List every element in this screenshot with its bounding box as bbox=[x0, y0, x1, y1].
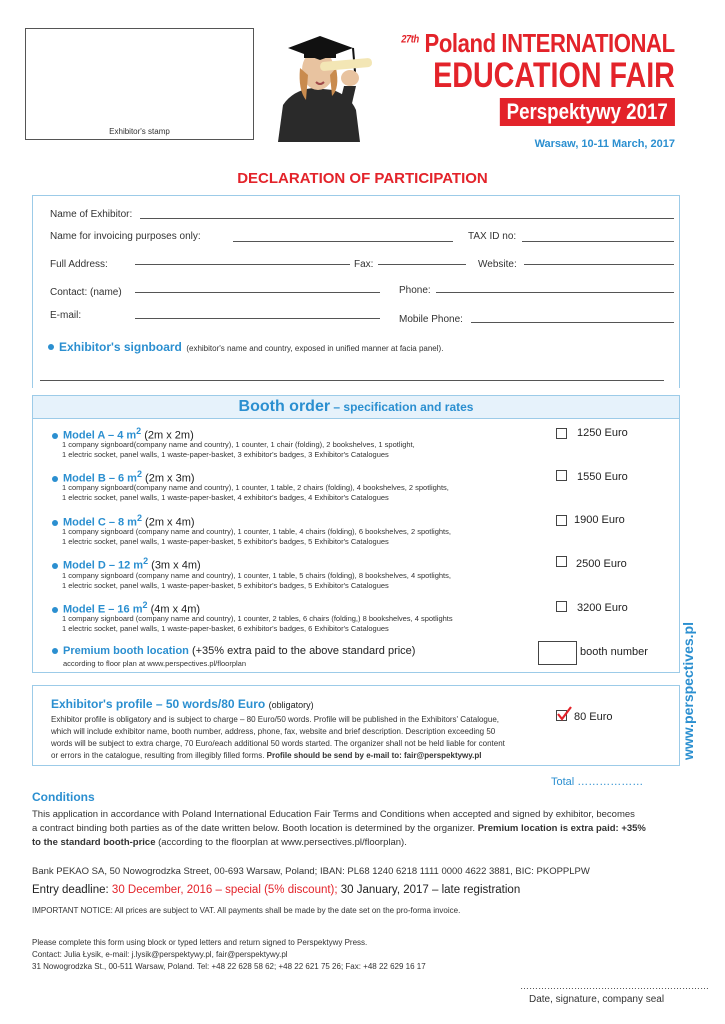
fair-title-line2: EDUCATION FAIR bbox=[433, 56, 675, 95]
model-b-price: 1550 Euro bbox=[577, 471, 628, 483]
bullet-icon bbox=[48, 344, 54, 350]
bullet-icon bbox=[52, 520, 58, 526]
booth-order-title: Booth order bbox=[238, 398, 331, 415]
invoicing-name-field[interactable] bbox=[233, 241, 453, 242]
model-e-price: 3200 Euro bbox=[577, 602, 628, 614]
full-address-label: Full Address: bbox=[50, 259, 108, 270]
footer-contact: Please complete this form using block or typed letters and return signed to Perspektywy Press. Contact: Julia Łysik, e-mail: j.lysik@perspektywy.pl, fair@perspektywy.pl 31 Nowogrodzka St., 00-511 Warsaw, Poland. Tel: +48 22 628 58 62; +48 22 621 75 26; Fax: +48 22 629 16 17 bbox=[32, 938, 426, 971]
model-a-price: 1250 Euro bbox=[577, 427, 628, 439]
model-b-desc: 1 company signboard(company name and country), 1 counter, 1 table, 2 chairs (folding), 4 bookshelves, 2 spotlights, 1 electric socket, panel walls, 1 waste-paper-basket, 4 exhibitor's badges, 4 Exhibitor's Catalogues bbox=[62, 483, 449, 502]
name-of-exhibitor-field[interactable] bbox=[140, 218, 674, 219]
fax-field[interactable] bbox=[378, 264, 466, 265]
fair-title-line1: $^{27th}$ Poland INTERNATIONAL bbox=[401, 28, 675, 58]
mobile-phone-label: Mobile Phone: bbox=[399, 314, 463, 325]
conditions-text: This application in accordance with Poland International Education Fair Terms and Conditions when accepted and signed by exhibitor, becomes a contract binding both parties as of the date written below. Booth location is determined by the organizer. Premium location is extra paid: +35% to the standard booth-price (according to the floorplan at www.persectives.pl/floorplan). bbox=[32, 809, 646, 848]
signature-line[interactable]: ……………………………………………………… bbox=[520, 981, 709, 991]
fair-banner: Perspektywy 2017 bbox=[500, 98, 675, 126]
model-b-checkbox[interactable] bbox=[556, 470, 567, 481]
model-c-price: 1900 Euro bbox=[574, 514, 625, 526]
fair-edition: 27th bbox=[401, 33, 420, 46]
declaration-title: DECLARATION OF PARTICIPATION bbox=[237, 170, 488, 187]
website-label: Website: bbox=[478, 259, 517, 270]
booth-number-field[interactable] bbox=[538, 641, 577, 665]
entry-deadline: Entry deadline: 30 December, 2016 – special (5% discount); 30 January, 2017 – late registration bbox=[32, 884, 521, 896]
mobile-phone-field[interactable] bbox=[471, 322, 674, 323]
bullet-icon bbox=[52, 648, 58, 654]
signboard-field[interactable] bbox=[40, 380, 664, 381]
bullet-icon bbox=[52, 563, 58, 569]
fair-dates: Warsaw, 10-11 March, 2017 bbox=[534, 138, 675, 150]
booth-order-header bbox=[32, 395, 680, 419]
premium-title-row bbox=[52, 645, 415, 657]
model-d-desc: 1 company signboard (company name and country), 1 counter, 1 table, 5 chairs (folding), 8 bookshelves, 4 spotlights, 1 electric socket, panel walls, 1 waste-paper-basket, 5 exhibitor's badges, 5 Exhibitor's Catalogues bbox=[62, 571, 451, 590]
booth-number-label: booth number bbox=[580, 646, 648, 658]
premium-rest: (+35% extra paid to the above standard price) bbox=[188, 645, 416, 657]
model-e-title: Model E – 16 $m^2$ (4m x 4m) bbox=[52, 600, 200, 616]
signboard-title: Exhibitor's signboard bbox=[59, 340, 182, 354]
bullet-icon bbox=[52, 433, 58, 439]
phone-field[interactable] bbox=[436, 292, 674, 293]
signboard-row bbox=[48, 338, 443, 356]
email-label: E-mail: bbox=[50, 310, 82, 321]
graduate-photo bbox=[258, 30, 383, 142]
phone-label: Phone: bbox=[399, 285, 431, 296]
model-a-title: Model A – 4 $m^2$ (2m x 2m) bbox=[52, 426, 194, 442]
name-of-exhibitor-label: Name of Exhibitor: bbox=[50, 209, 133, 220]
model-b-title: Model B – 6 $m^2$ (2m x 3m) bbox=[52, 469, 195, 485]
premium-title: Premium booth location bbox=[63, 645, 189, 657]
conditions-title: Conditions bbox=[32, 790, 95, 804]
full-address-field[interactable] bbox=[135, 264, 350, 265]
signboard-note: (exhibitor's name and country, exposed in unified manner at facia panel). bbox=[186, 344, 444, 353]
model-a-desc: 1 company signboard(company name and country), 1 counter, 1 chair (folding), 2 bookshelves, 1 spotlight, 1 electric socket, panel walls, 1 waste-paper-basket, 3 exhibitor's badges, 3 Exhibitor's Catalogues bbox=[62, 440, 415, 459]
checkmark-icon bbox=[556, 706, 572, 722]
model-c-title: Model C – 8 $m^2$ (2m x 4m) bbox=[52, 513, 195, 529]
tax-id-label: TAX ID no: bbox=[468, 231, 517, 242]
model-c-checkbox[interactable] bbox=[556, 515, 567, 526]
model-e-desc: 1 company signboard (company name and country), 1 counter, 2 tables, 6 chairs (folding,) 8 bookshelves, 4 spotlights 1 electric socket, panel walls, 1 waste-paper-basket, 6 exhibitor's badges, 6 Exhibitor's Catalogues bbox=[62, 614, 453, 633]
contact-field[interactable] bbox=[135, 292, 380, 293]
profile-text: Exhibitor profile is obligatory and is subject to charge – 80 Euro/50 words. Profile will be published in the Exhibitors' Catalogue, which will include exhibitor name, booth number, address, phone, fax, website and brief description. Description exceeding 50 words will be subject to extra charge, 70 Euro/each additional 50 words started. The organizer shall not be held liable for content or errors in the catalogue, resulting from illegibly filled forms. Profile should be send by e-mail to: fair@perspektywy.pl bbox=[51, 715, 505, 760]
profile-checkbox[interactable] bbox=[556, 710, 567, 721]
signature-label: Date, signature, company seal bbox=[529, 994, 665, 1005]
bank-details: Bank PEKAO SA, 50 Nowogrodzka Street, 00-693 Warsaw, Poland; IBAN: PL68 1240 6218 1111 0000 4622 3881, BIC: PKOPPLPW bbox=[32, 866, 590, 877]
profile-title: Exhibitor's profile – 50 words/80 Euro (obligatory) bbox=[51, 697, 314, 711]
total-label: Total ……………… bbox=[551, 776, 644, 788]
invoicing-name-label: Name for invoicing purposes only: bbox=[50, 231, 201, 242]
exhibitor-stamp-box bbox=[25, 28, 254, 140]
important-notice: IMPORTANT NOTICE: All prices are subject to VAT. All payments shall be made by the date set on the pro-forma invoice. bbox=[32, 906, 461, 915]
model-c-desc: 1 company signboard (company name and country), 1 counter, 1 table, 4 chairs (folding), 6 bookshelves, 2 spotlights, 1 electric socket, panel walls, 1 waste-paper-basket, 5 exhibitor's badges, 5 Exhibitor's Catalogues bbox=[62, 527, 451, 546]
booth-order-subtitle: – specification and rates bbox=[330, 400, 474, 414]
website-field[interactable] bbox=[524, 264, 674, 265]
tax-id-field[interactable] bbox=[522, 241, 674, 242]
model-d-title: Model D – 12 $m^2$ (3m x 4m) bbox=[52, 556, 201, 572]
stamp-label: Exhibitor's stamp bbox=[109, 127, 170, 136]
contact-label: Contact: (name) bbox=[50, 287, 122, 298]
model-d-price: 2500 Euro bbox=[576, 558, 627, 570]
fax-label: Fax: bbox=[354, 259, 374, 270]
model-d-checkbox[interactable] bbox=[556, 556, 567, 567]
bullet-icon bbox=[52, 476, 58, 482]
premium-desc: according to floor plan at www.perspectives.pl/floorplan bbox=[63, 659, 247, 668]
side-url: www.perspectives.pl bbox=[680, 622, 696, 760]
model-a-checkbox[interactable] bbox=[556, 428, 567, 439]
profile-price: 80 Euro bbox=[574, 711, 613, 723]
bullet-icon bbox=[52, 607, 58, 613]
email-field[interactable] bbox=[135, 318, 380, 319]
model-e-checkbox[interactable] bbox=[556, 601, 567, 612]
